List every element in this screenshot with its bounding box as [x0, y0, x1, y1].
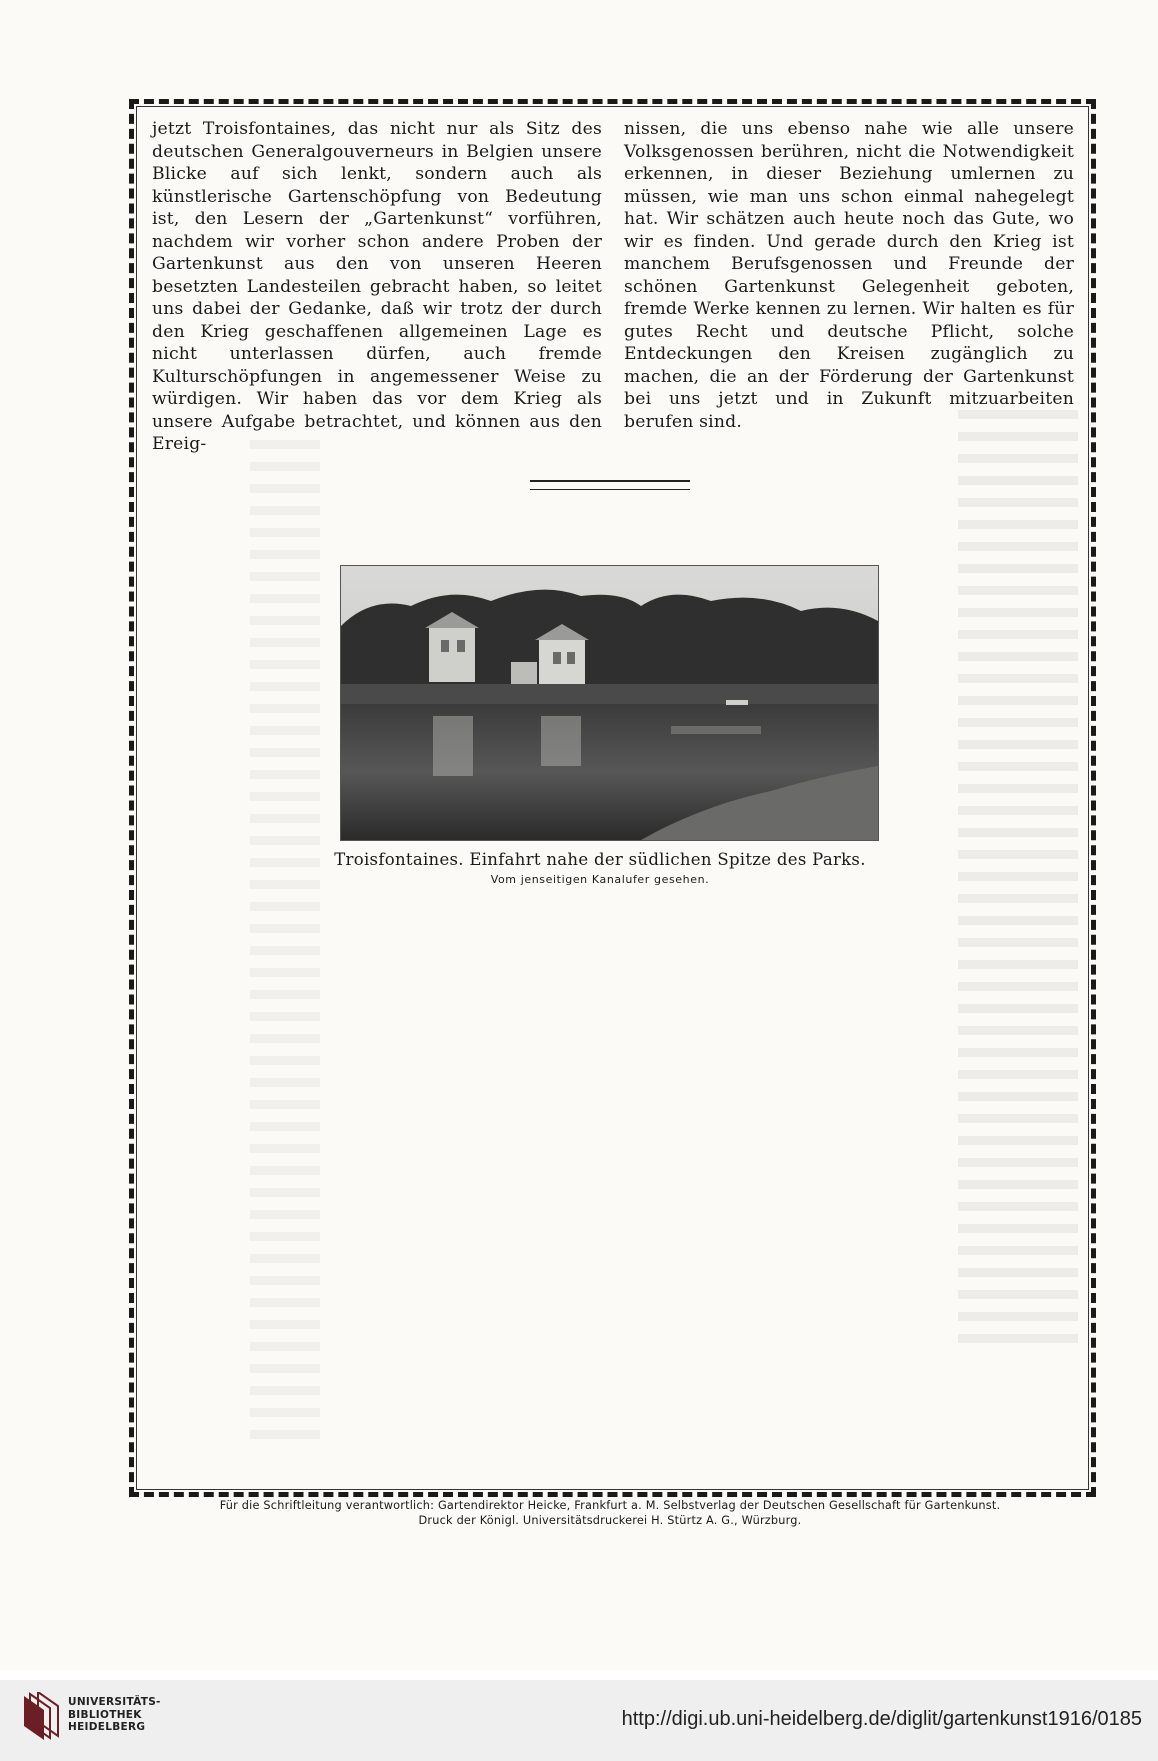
- footer-imprint-line1: Für die Schriftleitung verantwortlich: Gartendirektor Heicke, Frankfurt a. M. Selbstverlag der Deutschen Gesellschaft für Gartenkunst.: [219, 1499, 1001, 1512]
- library-name-line2: BIBLIOTHEK: [68, 1708, 142, 1721]
- library-name-line3: HEIDELBERG: [68, 1721, 146, 1733]
- photograph-troisfontaines-canal: [340, 565, 879, 841]
- library-name: [68, 1696, 161, 1734]
- library-logo-icon: [20, 1692, 62, 1744]
- article-left-column: [152, 118, 602, 456]
- photo-illustration: [341, 566, 878, 840]
- article-right-column: [624, 118, 1074, 456]
- far-bank: [341, 684, 878, 706]
- right-column-text: nissen, die uns ebenso nahe wie alle unsere Volksgenossen berühren, nicht die Notwendigkeit erkennen, in dieser Beziehung umlernen zu müssen, wie man uns schon einmal nahegelegt hat. Wir schätzen auch heute noch das Gute, wo wir es finden. Und gerade durch den Krieg ist manchem Berufsgenossen und Freunde der schönen Gartenkunst Gelegenheit geboten, fremde Werke kennen zu lernen. Wir halten es für gutes Recht und deutsche Pflicht, solche Entdeckungen den Kreisen zugänglich zu machen, die an der Förderung der Gartenkunst bei uns jetzt und in Zukunft mitzuarbeiten berufen sind.: [624, 119, 1074, 432]
- left-column-text: jetzt Troisfontaines, das nicht nur als Sitz des deutschen Generalgouverneurs in Belgien unsere Blicke auf sich lenkt, sondern auch als künstlerische Gartenschöpfung von Bedeutung ist, den Lesern der „Gartenkunst“ vorführen, nachdem wir vorher schon andere Proben der Gartenkunst aus den von unseren Heeren besetzten Landesteilen gebracht haben, so leitet uns dabei der Gedanke, daß wir trotz der durch den Krieg geschaffenen allgemeinen Lage es nicht unterlassen dürfen, auch fremde Kulturschöpfungen in angemessener Weise zu würdigen. Wir haben das vor dem Krieg als unsere Aufgabe betrachtet, und können aus den Ereig-: [152, 119, 602, 454]
- figure-subcaption: Vom jenseitigen Kanalufer gesehen.: [490, 873, 710, 886]
- boat: [726, 700, 748, 705]
- figure-caption: Troisfontaines. Einfahrt nahe der südlichen Spitze des Parks.: [334, 850, 866, 869]
- article-columns: [152, 118, 1074, 456]
- section-divider-rule: [530, 480, 690, 490]
- library-name-line1: UNIVERSITÄTS-: [68, 1696, 161, 1708]
- library-url-link[interactable]: http://digi.ub.uni-heidelberg.de/diglit/gartenkunst1916/0185: [621, 1708, 1142, 1730]
- footer-imprint-line2: Druck der Königl. Universitätsdruckerei H. Stürtz A. G., Würzburg.: [418, 1514, 802, 1527]
